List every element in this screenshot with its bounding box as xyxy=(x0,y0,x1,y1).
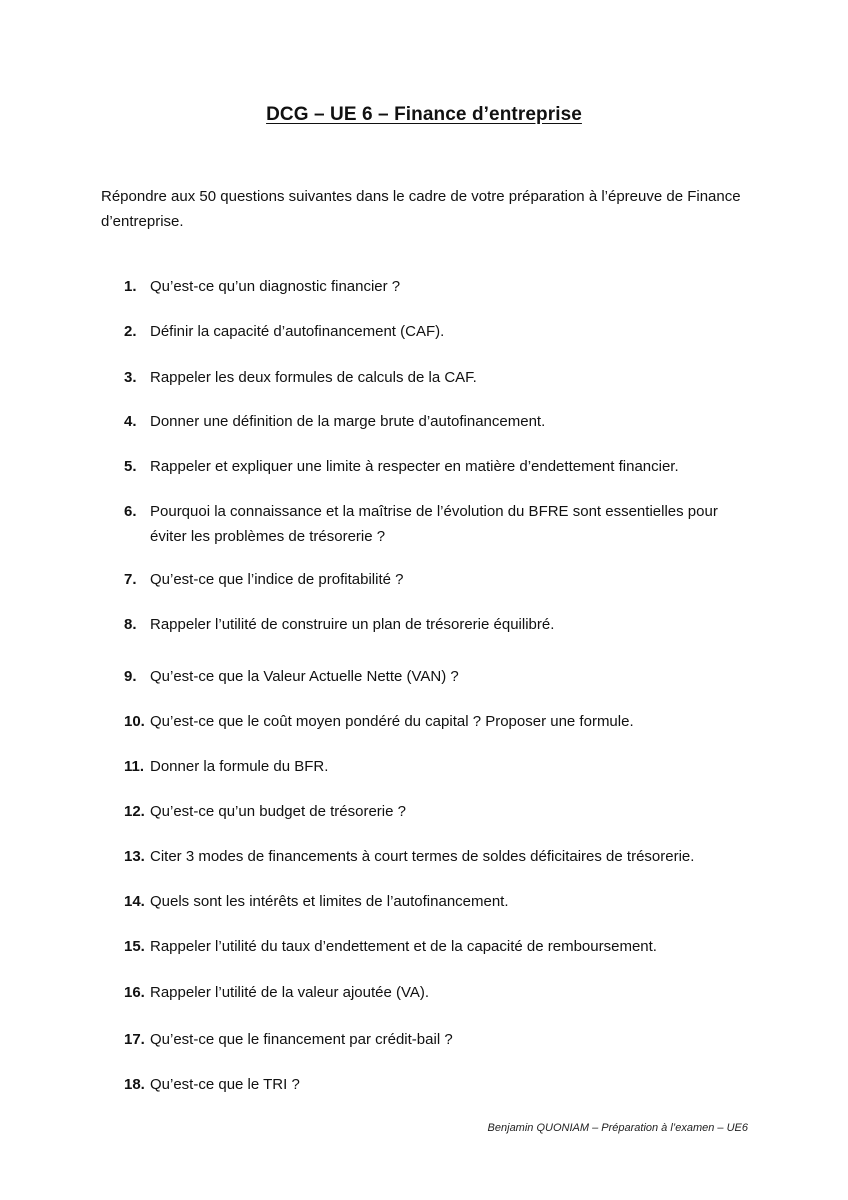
question-number: 7. xyxy=(124,571,137,588)
question-number: 8. xyxy=(124,616,137,633)
question-number: 11. xyxy=(124,758,145,775)
question-number: 13. xyxy=(124,848,145,865)
question-number: 14. xyxy=(124,893,145,910)
question-text: Rappeler les deux formules de calculs de la CAF. xyxy=(150,369,477,386)
question-text: Qu’est-ce que le coût moyen pondéré du capital ? Proposer une formule. xyxy=(150,713,634,730)
question-number: 4. xyxy=(124,413,137,430)
question-item xyxy=(124,1027,754,1052)
question-number: 2. xyxy=(124,323,137,340)
intro-paragraph: Répondre aux 50 questions suivantes dans le cadre de votre préparation à l’épreuve de Finance d’entreprise. xyxy=(101,188,741,230)
question-number: 16. xyxy=(124,984,145,1001)
question-item xyxy=(124,754,754,779)
question-number: 5. xyxy=(124,458,137,475)
page-title: DCG – UE 6 – Finance d’entreprise xyxy=(266,104,582,125)
question-text: Citer 3 modes de financements à court termes de soldes déficitaires de trésorerie. xyxy=(150,848,695,865)
question-item xyxy=(124,664,754,689)
question-item xyxy=(124,709,754,734)
question-item xyxy=(124,889,754,914)
question-number: 12. xyxy=(124,803,145,820)
question-item xyxy=(124,567,754,592)
question-item xyxy=(124,844,754,869)
question-item xyxy=(124,799,754,824)
question-text: Donner la formule du BFR. xyxy=(150,758,329,775)
question-item xyxy=(124,499,754,549)
question-item xyxy=(124,274,754,299)
question-text: Qu’est-ce que le financement par crédit-bail ? xyxy=(150,1031,453,1048)
question-item xyxy=(124,409,754,434)
question-item xyxy=(124,1072,754,1097)
question-item xyxy=(124,612,754,637)
question-text: Définir la capacité d’autofinancement (CAF). xyxy=(150,323,445,340)
question-text: Donner une définition de la marge brute d’autofinancement. xyxy=(150,413,546,430)
question-item xyxy=(124,934,754,959)
question-item xyxy=(124,365,754,390)
question-text: Pourquoi la connaissance et la maîtrise de l’évolution du BFRE sont essentielles pour éviter les problèmes de trésorerie ? xyxy=(150,503,718,545)
question-number: 6. xyxy=(124,503,137,520)
question-number: 1. xyxy=(124,278,137,295)
question-text: Quels sont les intérêts et limites de l’autofinancement. xyxy=(150,893,509,910)
question-text: Qu’est-ce qu’un diagnostic financier ? xyxy=(150,278,401,295)
question-number: 18. xyxy=(124,1076,145,1093)
question-number: 15. xyxy=(124,938,145,955)
question-item xyxy=(124,319,754,344)
question-text: Rappeler l’utilité de la valeur ajoutée (VA). xyxy=(150,984,430,1001)
question-text: Rappeler l’utilité du taux d’endettement et de la capacité de remboursement. xyxy=(150,938,657,955)
question-text: Qu’est-ce que la Valeur Actuelle Nette (VAN) ? xyxy=(150,668,459,685)
question-number: 10. xyxy=(124,713,145,730)
question-item xyxy=(124,454,754,479)
question-text: Qu’est-ce que l’indice de profitabilité ? xyxy=(150,571,404,588)
question-text: Qu’est-ce qu’un budget de trésorerie ? xyxy=(150,803,406,820)
page-footer: Benjamin QUONIAM – Préparation à l’examen – UE6 xyxy=(487,1122,748,1134)
question-text: Rappeler l’utilité de construire un plan de trésorerie équilibré. xyxy=(150,616,555,633)
question-text: Rappeler et expliquer une limite à respecter en matière d’endettement financier. xyxy=(150,458,679,475)
question-text: Qu’est-ce que le TRI ? xyxy=(150,1076,300,1093)
question-number: 3. xyxy=(124,369,137,386)
question-item xyxy=(124,980,754,1005)
question-number: 9. xyxy=(124,668,137,685)
question-number: 17. xyxy=(124,1031,145,1048)
